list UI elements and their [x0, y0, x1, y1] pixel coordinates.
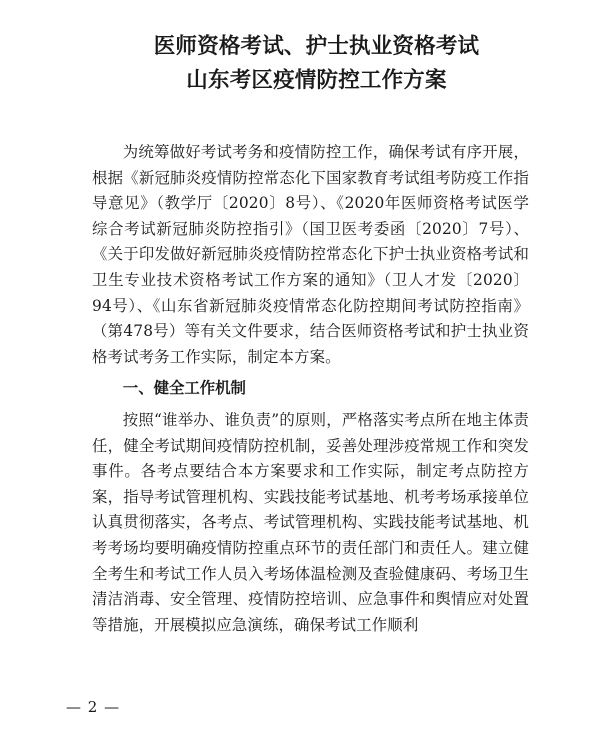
- title-line-2: 山东考区疫情防控工作方案: [186, 68, 447, 93]
- document-title: [92, 30, 529, 98]
- title-spacer: [92, 98, 529, 140]
- intro-paragraph: 为统筹做好考试考务和疫情防控工作，确保考试有序开展，根据《新冠肺炎疫情防控常态化下国家教育考试组考防疫工作指导意见》（教学厅〔2020〕8号）、《2020年医师资格考试医学综合考试新冠肺炎防控指引》（国卫医考委函〔2020〕7号）、《关于印发做好新冠肺炎疫情防控常态化下护士执业资格考试和卫生专业技术资格考试工作方案的通知》（卫人才发〔2020〕94号）、《山东省新冠肺炎疫情常态化防控期间考试防控指南》（第478号）等有关文件要求，结合医师资格考试和护士执业资格考试考务工作实际，制定本方案。: [92, 143, 529, 366]
- page-number: — 2 —: [66, 698, 121, 716]
- title-line-1: 医师资格考试、护士执业资格考试: [153, 34, 480, 59]
- section-heading-1: 一、健全工作机制: [122, 379, 246, 398]
- section-1-paragraph: 按照“谁举办、谁负责”的原则，严格落实考点所在地主体责任，健全考试期间疫情防控机制，妥善处理涉疫常规工作和突发事件。各考点要结合本方案要求和工作实际，制定考点防控方案，指导考试管理机构、实践技能考试基地、机考考场承接单位认真贯彻落实，各考点、考试管理机构、实践技能考试基地、机考考场均要明确疫情防控重点环节的责任部门和责任人。建立健全考生和考试工作人员入考场体温检测及查验健康码、考场卫生清洁消毒、安全管理、疫情防控培训、应急事件和舆情应对处置等措施，开展模拟应急演练，确保考试工作顺利: [92, 410, 529, 634]
